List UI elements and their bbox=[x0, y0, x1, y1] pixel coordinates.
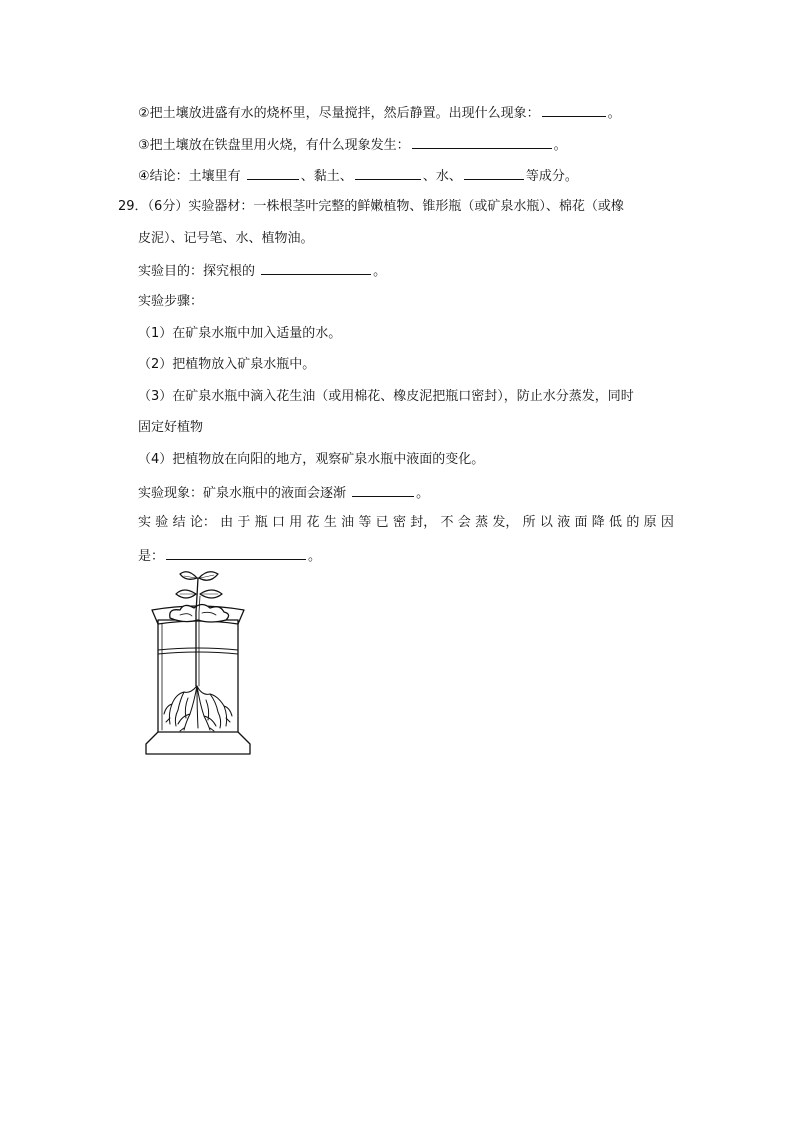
q29-step-3-line-1: （3）在矿泉水瓶中滴入花生油（或用棉花、橡皮泥把瓶口密封），防止水分蒸发，同时 bbox=[138, 389, 634, 404]
q29-step-2: （2）把植物放入矿泉水瓶中。 bbox=[138, 357, 316, 372]
q29-phenomenon-text: 实验现象：矿泉水瓶中的液面会逐渐 bbox=[138, 486, 351, 501]
conclusion-char: 用 bbox=[289, 515, 303, 530]
conclusion-char: 发， bbox=[492, 515, 519, 530]
item-3-end: 。 bbox=[553, 138, 567, 153]
conclusion-char: 实 bbox=[138, 515, 152, 530]
item-2-text: ②把土壤放进盛有水的烧杯里，尽量搅拌，然后静置。出现什么现象： bbox=[138, 106, 540, 121]
conclusion-char: 会 bbox=[457, 515, 471, 530]
conclusion-char: 口 bbox=[271, 515, 285, 530]
q29-step-1: （1）在矿泉水瓶中加入适量的水。 bbox=[138, 326, 342, 341]
water-surface bbox=[158, 648, 238, 654]
conclusion-char: 花 bbox=[306, 515, 320, 530]
conclusion-char: 以 bbox=[539, 515, 553, 530]
q29-purpose-line bbox=[138, 262, 386, 278]
conclusion-char: 于 bbox=[237, 515, 251, 530]
item-2-line bbox=[138, 104, 621, 120]
item-2-end: 。 bbox=[607, 106, 621, 121]
conclusion-char: 液 bbox=[557, 515, 571, 530]
item-4-blank-3[interactable] bbox=[464, 167, 524, 180]
conclusion-char: 所 bbox=[522, 515, 536, 530]
conclusion-char: 因 bbox=[660, 515, 674, 530]
item-2-answer-blank[interactable] bbox=[542, 104, 606, 117]
q29-phenomenon-line bbox=[138, 484, 429, 500]
bottle-base bbox=[146, 732, 250, 754]
conclusion-char: 油 bbox=[341, 515, 355, 530]
item-4-part-4: 等成分。 bbox=[525, 169, 578, 184]
item-3-answer-blank[interactable] bbox=[412, 136, 552, 149]
q29-line-1: 29．（6分）实验器材：一株根茎叶完整的鲜嫩植物、锥形瓶（或矿泉水瓶）、棉花（或橡 bbox=[118, 199, 624, 214]
conclusion-char: 密 bbox=[392, 515, 406, 530]
q29-conclusion-end: 。 bbox=[308, 549, 322, 564]
q29-phenomenon-end: 。 bbox=[416, 486, 430, 501]
item-4-blank-1[interactable] bbox=[247, 167, 299, 180]
plant-in-bottle-illustration bbox=[140, 568, 270, 774]
item-3-text: ③把土壤放在铁盘里用火烧，有什么现象发生： bbox=[138, 138, 410, 153]
conclusion-char: 不 bbox=[440, 515, 454, 530]
item-4-part-3: 、水、 bbox=[422, 169, 462, 184]
conclusion-char: 结 bbox=[172, 515, 186, 530]
leaf-top-left bbox=[180, 572, 197, 580]
conclusion-char: 的 bbox=[626, 515, 640, 530]
q29-step-3-line-2: 固定好植物 bbox=[138, 420, 204, 435]
q29-conclusion-blank[interactable] bbox=[166, 547, 306, 560]
q29-conclusion-line-1 bbox=[138, 515, 674, 531]
q29-purpose-end: 。 bbox=[373, 264, 387, 279]
q29-line-2: 皮泥）、记号笔、水、植物油。 bbox=[138, 231, 314, 246]
plant-roots bbox=[164, 686, 232, 731]
item-4-part-1: ④结论：土壤里有 bbox=[138, 169, 245, 184]
conclusion-char: 蒸 bbox=[475, 515, 489, 530]
q29-purpose-text: 实验目的：探究根的 bbox=[138, 264, 260, 279]
item-4-blank-2[interactable] bbox=[355, 167, 421, 180]
conclusion-char: 生 bbox=[323, 515, 337, 530]
conclusion-char: 面 bbox=[574, 515, 588, 530]
item-3-line bbox=[138, 136, 567, 152]
conclusion-char: 原 bbox=[643, 515, 657, 530]
conclusion-char: 等 bbox=[358, 515, 372, 530]
q29-conclusion-line-2 bbox=[138, 547, 321, 563]
item-4-part-2: 、黏土、 bbox=[300, 169, 353, 184]
q29-steps-label: 实验步骤： bbox=[138, 294, 204, 309]
conclusion-char: 低 bbox=[609, 515, 623, 530]
conclusion-char: 已 bbox=[375, 515, 389, 530]
q29-phenomenon-blank[interactable] bbox=[352, 484, 414, 497]
conclusion-char: 瓶 bbox=[254, 515, 268, 530]
conclusion-char: 由 bbox=[220, 515, 234, 530]
conclusion-char: 封， bbox=[410, 515, 437, 530]
conclusion-char: 降 bbox=[591, 515, 605, 530]
q29-purpose-blank[interactable] bbox=[261, 262, 371, 275]
conclusion-char: 验 bbox=[155, 515, 169, 530]
q29-step-4: （4）把植物放在向阳的地方，观察矿泉水瓶中液面的变化。 bbox=[138, 452, 485, 467]
conclusion-char: 论： bbox=[189, 515, 216, 530]
q29-conclusion-text: 是： bbox=[138, 549, 165, 564]
item-4-line bbox=[138, 167, 578, 183]
